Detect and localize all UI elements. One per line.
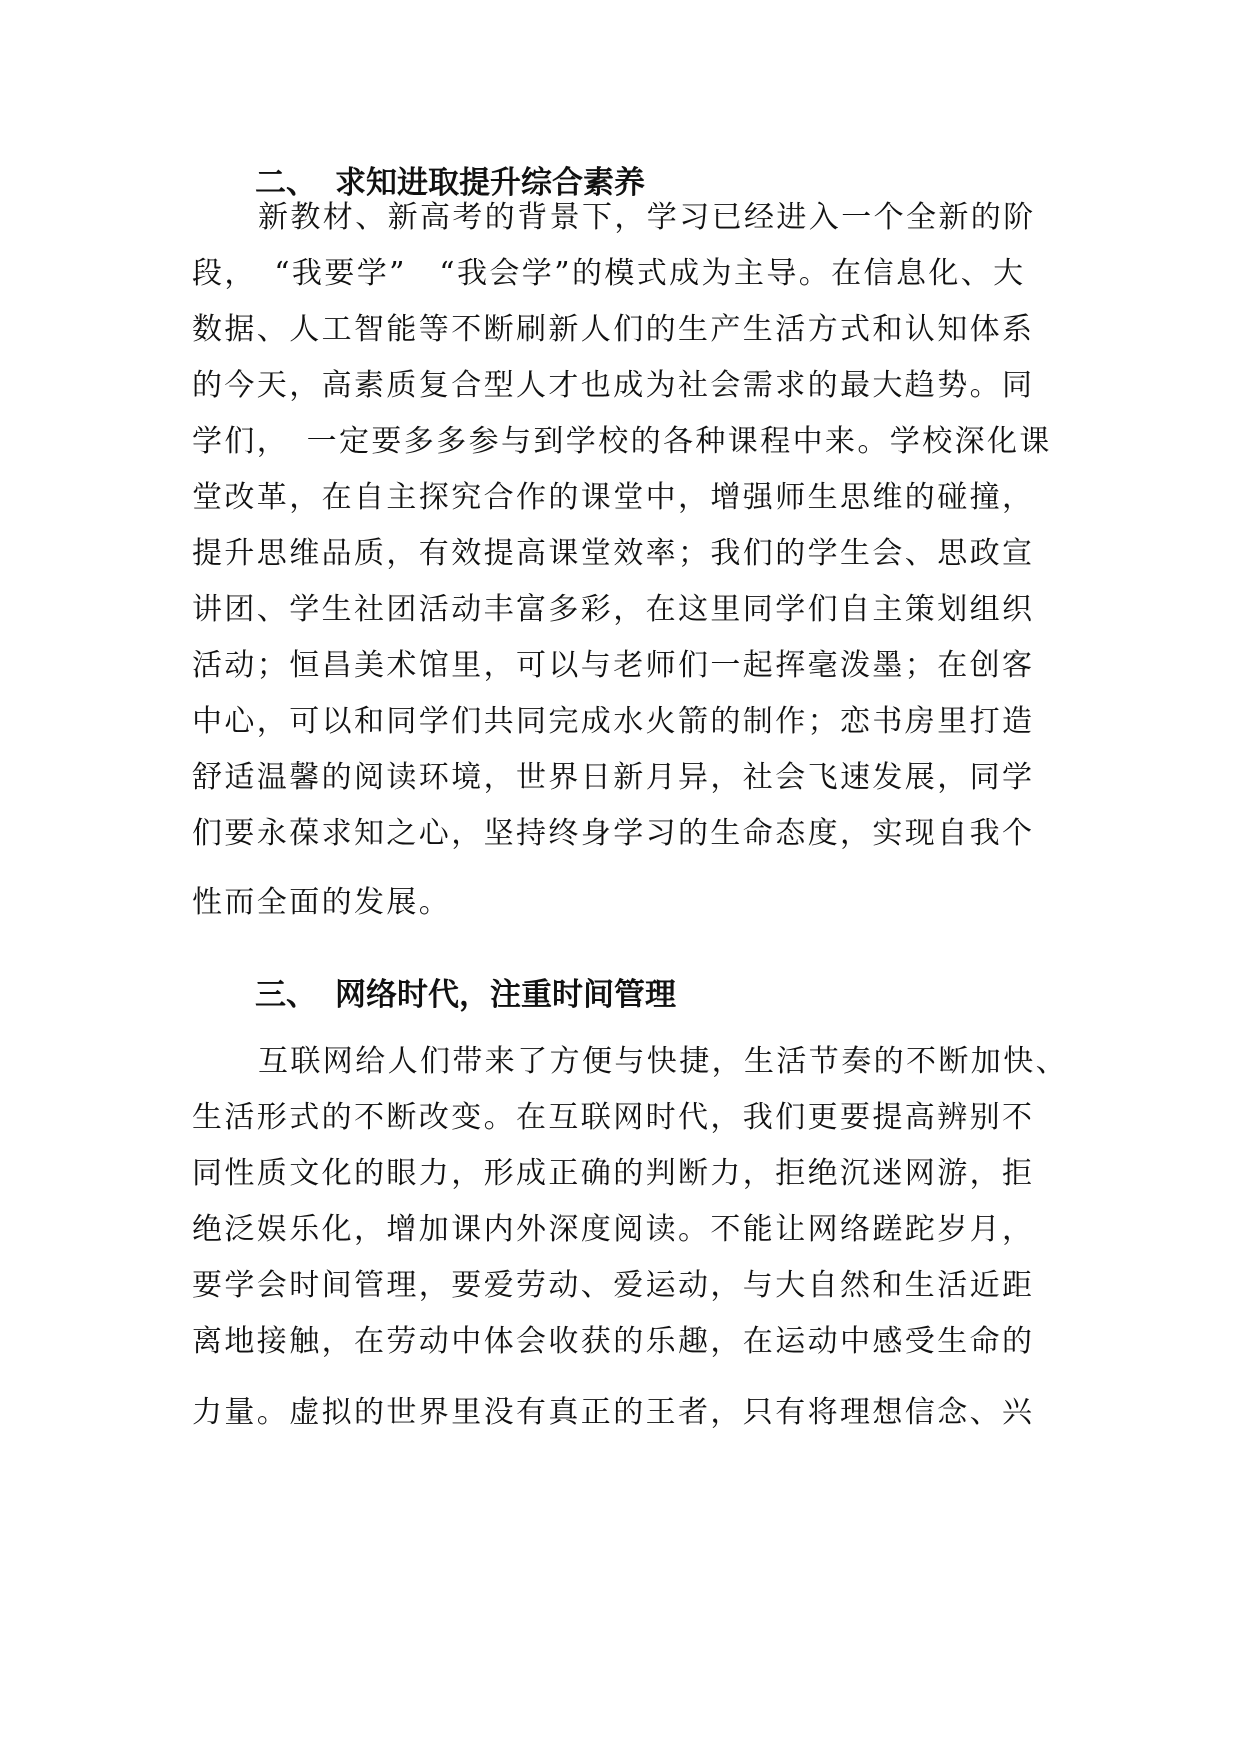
section-2-line: 数据、人工智能等不断刷新人们的生产生活方式和认知体系: [192, 312, 1035, 347]
section-2-line: 活动；恒昌美术馆里，可以与老师们一起挥毫泼墨；在创客: [192, 648, 1035, 683]
section-2-line: 提升思维品质，有效提高课堂效率；我们的学生会、思政宣: [192, 536, 1035, 571]
section-3-number: 三、: [255, 977, 317, 1013]
section-3-heading: [255, 975, 676, 1015]
section-2-line: 舒适温馨的阅读环境，世界日新月异，社会飞速发展，同学: [192, 760, 1035, 795]
section-2-title: 求知进取提升综合素养: [335, 165, 645, 201]
section-2-heading: [255, 163, 645, 203]
section-3-line: 同性质文化的眼力，形成正确的判断力，拒绝沉迷网游，拒: [192, 1156, 1035, 1191]
section-3-line: 离地接触，在劳动中体会收获的乐趣，在运动中感受生命的: [192, 1324, 1035, 1359]
section-2-line: 性而全面的发展。: [192, 885, 452, 920]
section-3-title: 网络时代，注重时间管理: [335, 977, 676, 1013]
section-3-line: 力量。虚拟的世界里没有真正的王者，只有将理想信念、兴: [192, 1395, 1035, 1430]
section-2-line: 的今天，高素质复合型人才也成为社会需求的最大趋势。同: [192, 368, 1035, 403]
section-2-line: 们要永葆求知之心，坚持终身学习的生命态度，实现自我个: [192, 816, 1035, 851]
section-2-line: 堂改革，在自主探究合作的课堂中，增强师生思维的碰撞，: [192, 480, 1035, 515]
section-2-number: 二、: [255, 165, 317, 201]
section-2-line: 新教材、新高考的背景下，学习已经进入一个全新的阶: [258, 200, 1036, 235]
section-3-line: 要学会时间管理，要爱劳动、爱运动，与大自然和生活近距: [192, 1268, 1035, 1303]
section-2-line: 段， “我要学” “我会学”的模式成为主导。在信息化、大: [192, 256, 1026, 291]
section-3-line: 绝泛娱乐化，增加课内外深度阅读。不能让网络蹉跎岁月，: [192, 1212, 1035, 1247]
section-2-line: 讲团、学生社团活动丰富多彩，在这里同学们自主策划组织: [192, 592, 1035, 627]
section-2-line: 中心，可以和同学们共同完成水火箭的制作；恋书房里打造: [192, 704, 1035, 739]
section-2-line: 学们， 一定要多多参与到学校的各种课程中来。学校深化课: [192, 424, 1052, 459]
section-3-line: 生活形式的不断改变。在互联网时代，我们更要提高辨别不: [192, 1100, 1035, 1135]
section-3-line: 互联网给人们带来了方便与快捷，生活节奏的不断加快、: [258, 1044, 1068, 1079]
